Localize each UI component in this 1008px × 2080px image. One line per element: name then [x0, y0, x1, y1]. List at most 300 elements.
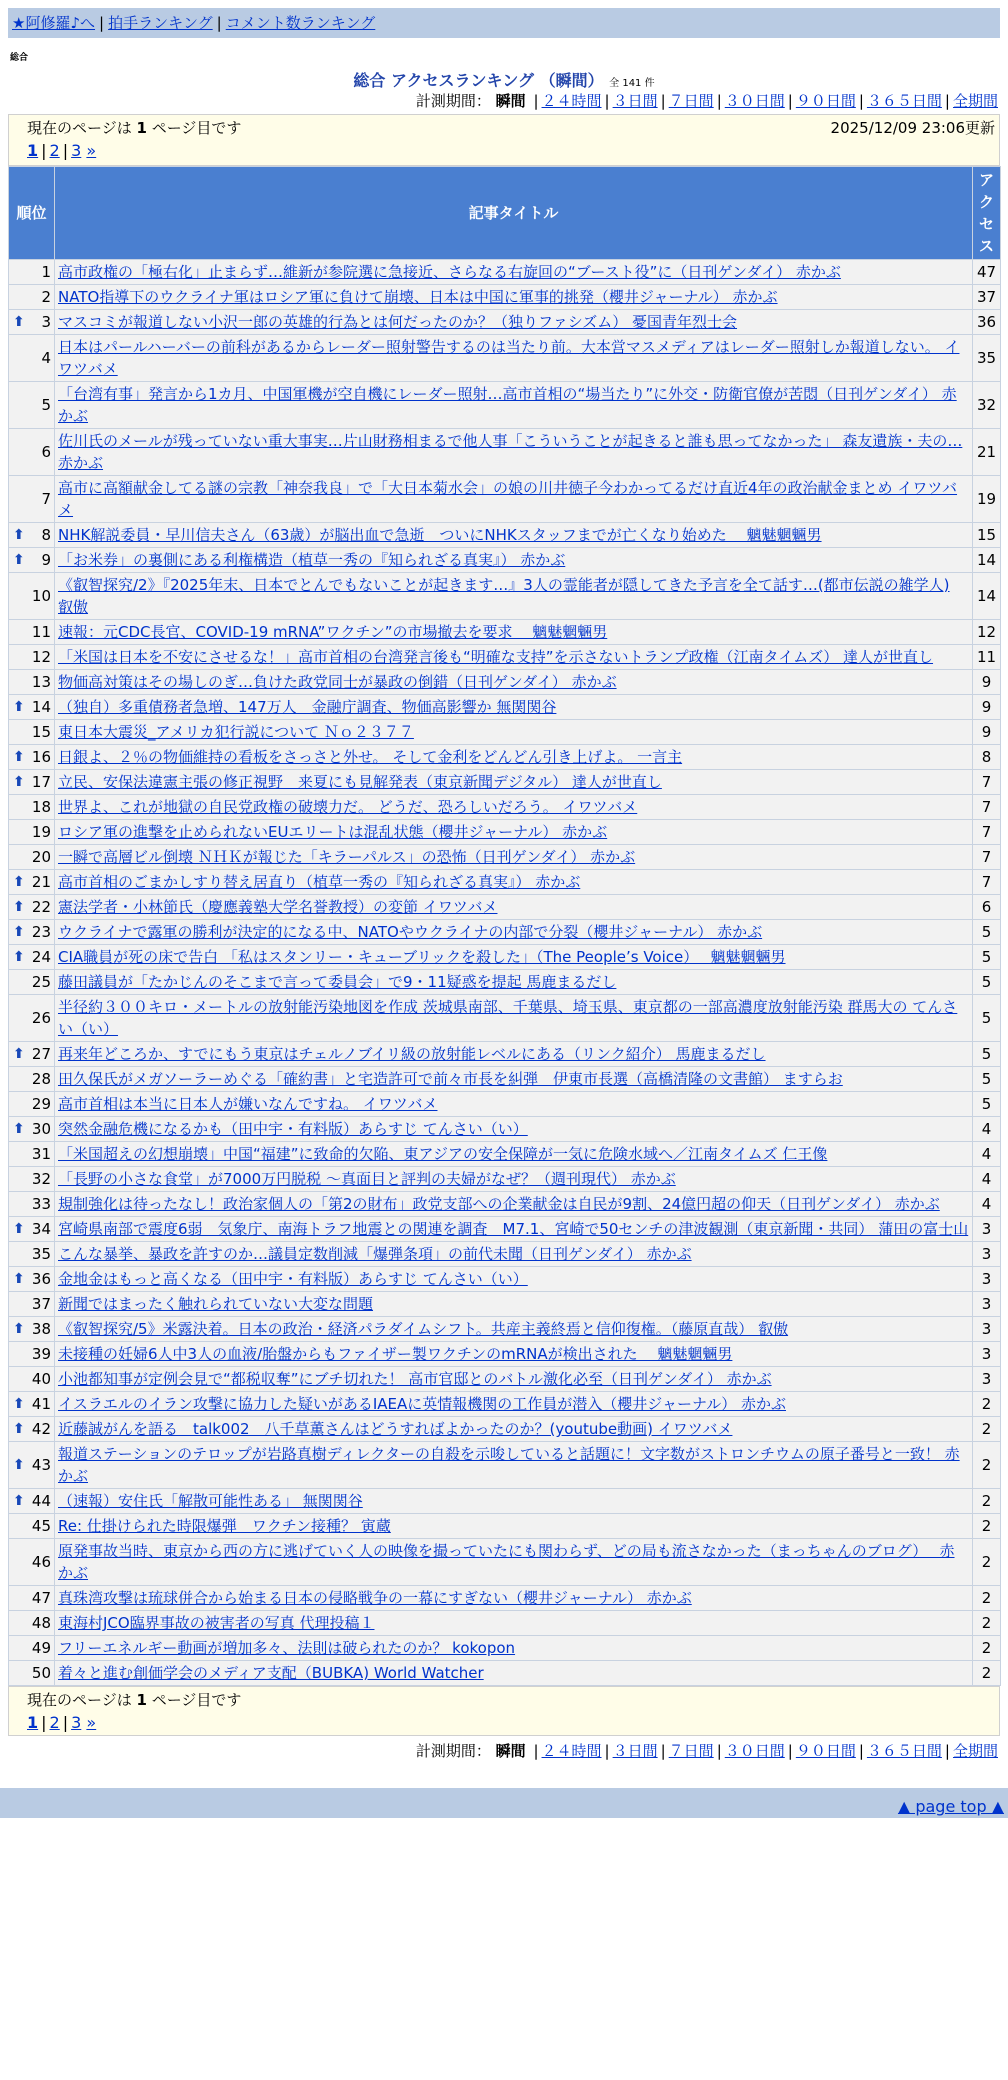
page-separator: |: [41, 141, 47, 160]
table-row: [9, 476, 1001, 523]
article-link[interactable]: 未接種の妊婦6人中3人の血液/胎盤からもファイザー製ワクチンのmRNAが検出された 魑魅魍魎男: [58, 1345, 733, 1363]
title-cell: [55, 1539, 973, 1586]
table-row: [9, 1267, 1001, 1292]
rank-number: 5: [41, 396, 51, 414]
access-count: 7: [973, 845, 1001, 870]
title-cell: [55, 770, 973, 795]
period-link[interactable]: ３日間: [612, 92, 658, 110]
rank-up-arrow-icon: ⬆: [13, 749, 25, 765]
access-count: 5: [973, 995, 1001, 1042]
period-separator: |: [944, 92, 950, 110]
access-count: 9: [973, 670, 1001, 695]
period-separator: |: [858, 1742, 864, 1760]
period-link[interactable]: ７日間: [668, 1742, 714, 1760]
rank-number: 34: [31, 1220, 51, 1238]
period-links: [530, 92, 998, 110]
access-count: 32: [973, 382, 1001, 429]
table-row: [9, 870, 1001, 895]
title-cell: [55, 945, 973, 970]
rank-up-arrow-icon: ⬆: [13, 1221, 25, 1237]
page-info-box-bottom: [8, 1686, 1000, 1736]
access-count: 5: [973, 1042, 1001, 1067]
period-link[interactable]: ３０日間: [724, 1742, 785, 1760]
period-links: [530, 1742, 998, 1760]
rank-cell: [9, 1636, 55, 1661]
rank-number: 11: [31, 623, 51, 641]
period-link[interactable]: ９０日間: [795, 92, 856, 110]
rank-up-arrow-icon: ⬆: [13, 699, 25, 715]
rank-number: 47: [31, 1589, 51, 1607]
rank-number: 29: [31, 1095, 51, 1113]
period-link[interactable]: ３６５日間: [866, 1742, 942, 1760]
title-cell: [55, 1217, 973, 1242]
access-count: 4: [973, 1192, 1001, 1217]
access-count: 2: [973, 1586, 1001, 1611]
access-count: 14: [973, 573, 1001, 620]
table-row: [9, 1142, 1001, 1167]
article-link[interactable]: 「長野の小さな食堂」が7000万円脱税 ～真面目と評判の夫婦がなぜ？（週刊現代） 赤かぶ: [58, 1170, 676, 1188]
article-link[interactable]: 藤田議員が「たかじんのそこまで言って委員会」で9・11疑惑を提起 馬鹿まるだし: [58, 973, 617, 991]
period-separator: |: [716, 1742, 722, 1760]
article-link[interactable]: 規制強化は待ったなし！政治家個人の「第2の財布」政党支部への企業献金は自民が9割、24億円超の仰天（日刊ゲンダイ） 赤かぶ: [58, 1195, 940, 1213]
rank-cell: [9, 945, 55, 970]
rank-cell: [9, 335, 55, 382]
rank-cell: [9, 795, 55, 820]
table-row: [9, 695, 1001, 720]
rank-number: 28: [31, 1070, 51, 1088]
access-count: 7: [973, 770, 1001, 795]
rank-up-arrow-icon: ⬆: [13, 1396, 25, 1412]
page-info-box: [8, 114, 1000, 166]
article-link[interactable]: 高市に高額献金してる謎の宗教「神奈我良」で「大日本菊水会」の娘の川井徳子今わかってるだけ直近4年の政治献金まとめ イワツバメ: [58, 479, 958, 519]
title-cell: [55, 1661, 973, 1686]
rank-cell: [9, 429, 55, 476]
article-link[interactable]: 東海村JCO臨界事故の被害者の写真 代理投稿１: [58, 1614, 375, 1632]
rank-cell: [9, 382, 55, 429]
page-link-2[interactable]: 2: [49, 1713, 60, 1732]
rank-up-arrow-icon: ⬆: [13, 1457, 25, 1473]
current-page-number: 1: [136, 1691, 147, 1709]
access-count: 7: [973, 820, 1001, 845]
pagination: [27, 1711, 995, 1735]
table-row: [9, 945, 1001, 970]
table-row: [9, 895, 1001, 920]
article-link[interactable]: 高市首相のごまかしすり替え居直り（植草一秀の『知られざる真実』） 赤かぶ: [58, 873, 581, 891]
table-row: [9, 1292, 1001, 1317]
rank-number: 49: [31, 1639, 51, 1657]
rank-up-arrow-icon: ⬆: [13, 1271, 25, 1287]
period-link[interactable]: 全期間: [952, 1742, 998, 1760]
article-link[interactable]: 《叡智探究/5》米露決着。日本の政治・経済パラダイムシフト。共産主義終焉と信仰復権。（藤原直哉） 叡傲: [58, 1320, 789, 1338]
footer-bar: [0, 1788, 1008, 1818]
rank-up-arrow-icon: ⬆: [13, 527, 25, 543]
rank-cell: [9, 1242, 55, 1267]
title-cell: [55, 920, 973, 945]
rank-up-arrow-icon: ⬆: [13, 314, 25, 330]
access-count: 2: [973, 1489, 1001, 1514]
title-cell: [55, 1042, 973, 1067]
period-link[interactable]: ３０日間: [724, 92, 785, 110]
period-separator: |: [604, 92, 610, 110]
title-cell: [55, 795, 973, 820]
rank-number: 32: [31, 1170, 51, 1188]
title-cell: [55, 1367, 973, 1392]
table-row: [9, 1489, 1001, 1514]
article-link[interactable]: 真珠湾攻撃は琉球併合から始まる日本の侵略戦争の一幕にすぎない（櫻井ジャーナル） 赤かぶ: [58, 1589, 692, 1607]
period-selector-top: [8, 90, 1000, 112]
title-cell: [55, 1267, 973, 1292]
rank-cell: [9, 573, 55, 620]
article-link[interactable]: フリーエネルギー動画が増加多々、法則は破られたのか？ kokopon: [58, 1639, 516, 1657]
title-cell: [55, 1489, 973, 1514]
article-link[interactable]: 憲法学者・小林節氏（慶應義塾大学名誉教授）の変節 イワツバメ: [58, 898, 498, 916]
table-row: [9, 1192, 1001, 1217]
title-cell: [55, 1242, 973, 1267]
article-link[interactable]: 「台湾有事」発言から1カ月、中国軍機が空自機にレーダー照射…高市首相の“場当たり”に外交・防衛官僚が苦悶（日刊ゲンダイ） 赤かぶ: [58, 385, 957, 425]
title-cell: [55, 1342, 973, 1367]
article-link[interactable]: 東日本大震災_アメリカ犯行説について Ｎｏ２３７７: [58, 723, 414, 741]
access-count: 35: [973, 335, 1001, 382]
table-row: [9, 1042, 1001, 1067]
access-count: 6: [973, 895, 1001, 920]
rank-number: 31: [31, 1145, 51, 1163]
period-link[interactable]: ９０日間: [795, 1742, 856, 1760]
update-timestamp: 2025/12/09 23:06更新: [830, 119, 995, 137]
rank-number: 45: [31, 1517, 51, 1535]
page-separator: |: [41, 1713, 47, 1732]
rank-up-arrow-icon: ⬆: [13, 899, 25, 915]
article-link[interactable]: 速報：元CDC長官、COVID-19 mRNA”ワクチン”の市場撤去を要求 魑魅魍魎男: [58, 623, 608, 641]
access-count: 2: [973, 1417, 1001, 1442]
table-row: [9, 920, 1001, 945]
table-row: [9, 382, 1001, 429]
article-link[interactable]: 突然金融危機になるかも（田中宇・有料版）あらすじ てんさい（い）: [58, 1120, 528, 1138]
rank-cell: [9, 1192, 55, 1217]
rank-cell: [9, 1317, 55, 1342]
article-link[interactable]: 報道ステーションのテロップが岩路真樹ディレクターの自殺を示唆していると話題に！文字数がストロンチウムの原子番号と一致！ 赤かぶ: [58, 1445, 960, 1485]
table-row: [9, 820, 1001, 845]
table-row: [9, 1317, 1001, 1342]
access-count: 5: [973, 970, 1001, 995]
ranking-title: 総合 アクセスランキング （瞬間）: [353, 71, 604, 90]
rank-cell: [9, 1586, 55, 1611]
page-info-suffix: ページ目です: [151, 119, 242, 137]
page-info-suffix: ページ目です: [151, 1691, 242, 1709]
article-link[interactable]: Re: 仕掛けられた時限爆弾 ワクチン接種？ 寅蔵: [58, 1517, 391, 1535]
page-info: [27, 1689, 995, 1711]
rank-cell: [9, 285, 55, 310]
access-count: 3: [973, 1267, 1001, 1292]
article-link[interactable]: 日本はパールハーバーの前科があるからレーダー照射警告するのは当たり前。大本営マスメディアはレーダー照射しか報道しない。 イワツバメ: [58, 338, 960, 378]
rank-cell: [9, 260, 55, 285]
rank-cell: [9, 970, 55, 995]
article-link[interactable]: マスコミが報道しない小沢一郎の英雄的行為とは何だったのか？（独りファシズム） 憂国青年烈士会: [58, 313, 738, 331]
rank-number: 46: [31, 1553, 51, 1571]
article-link[interactable]: CIA職員が死の床で告白 「私はスタンリー・キューブリックを殺した」（The People’s Voice） 魑魅魍魎男: [58, 948, 786, 966]
ranking-table-body: [9, 260, 1001, 1686]
rank-cell: [9, 1661, 55, 1686]
title-cell: [55, 1167, 973, 1192]
table-header-row: [9, 167, 1001, 260]
access-count: 4: [973, 1142, 1001, 1167]
rank-cell: [9, 1489, 55, 1514]
article-link[interactable]: 新聞ではまったく触れられていない大変な問題: [58, 1295, 374, 1313]
rank-cell: [9, 920, 55, 945]
table-row: [9, 429, 1001, 476]
period-separator: |: [716, 92, 722, 110]
article-link[interactable]: 高市政権の「極右化」止まらず…維新が参院選に急接近、さらなる右旋回の“ブースト役”に（日刊ゲンダイ） 赤かぶ: [58, 263, 841, 281]
article-link[interactable]: 《叡智探究/2》『2025年末、日本でとんでもないことが起きます…』3人の霊能者が隠してきた予言を全て話す…(都市伝説の雑学人) 叡傲: [58, 576, 950, 616]
period-separator: |: [944, 1742, 950, 1760]
period-separator: |: [533, 92, 539, 110]
period-link[interactable]: ７日間: [668, 92, 714, 110]
table-row: [9, 770, 1001, 795]
title-cell: [55, 310, 973, 335]
table-row: [9, 645, 1001, 670]
access-count: 2: [973, 1661, 1001, 1686]
article-link[interactable]: 再来年どころか、すでにもう東京はチェルノブイリ級の放射能レベルにある（リンク紹介） 馬鹿まるだし: [58, 1045, 766, 1063]
rank-cell: [9, 1142, 55, 1167]
rank-cell: [9, 1342, 55, 1367]
rank-number: 20: [31, 848, 51, 866]
rank-number: 42: [31, 1420, 51, 1438]
access-count: 4: [973, 1167, 1001, 1192]
title-cell: [55, 620, 973, 645]
rank-number: 44: [31, 1492, 51, 1510]
page-link-1[interactable]: 1: [27, 1713, 39, 1732]
period-separator: |: [660, 1742, 666, 1760]
table-row: [9, 548, 1001, 573]
title-cell: [55, 1611, 973, 1636]
title-cell: [55, 1192, 973, 1217]
period-link[interactable]: 全期間: [952, 92, 998, 110]
access-count: 5: [973, 920, 1001, 945]
table-row: [9, 1217, 1001, 1242]
applause-ranking-link[interactable]: 拍手ランキング: [108, 14, 213, 32]
period-separator: |: [533, 1742, 539, 1760]
rank-number: 7: [41, 490, 51, 508]
period-link[interactable]: ３日間: [612, 1742, 658, 1760]
rank-cell: [9, 670, 55, 695]
article-link[interactable]: （独自）多重債務者急増、147万人 金融庁調査、物価高影響か 無関関谷: [58, 698, 557, 716]
page-title: [8, 68, 1000, 90]
access-count: 2: [973, 1442, 1001, 1489]
access-count: 2: [973, 1636, 1001, 1661]
table-row: [9, 720, 1001, 745]
table-row: [9, 310, 1001, 335]
rank-cell: [9, 895, 55, 920]
page-top-link[interactable]: ▲ page top ▲: [897, 1797, 1004, 1816]
rank-cell: [9, 1292, 55, 1317]
access-count: 14: [973, 548, 1001, 573]
table-row: [9, 1392, 1001, 1417]
access-count: 21: [973, 429, 1001, 476]
article-link[interactable]: 日銀よ、２％の物価維持の看板をさっさと外せ。 そして金利をどんどん引き上げよ。 一言主: [58, 748, 683, 766]
table-row: [9, 1417, 1001, 1442]
rank-cell: [9, 745, 55, 770]
rank-number: 9: [41, 551, 51, 569]
rank-up-arrow-icon: ⬆: [13, 1046, 25, 1062]
rank-number: 22: [31, 898, 51, 916]
rank-cell: [9, 1042, 55, 1067]
rank-cell: [9, 845, 55, 870]
rank-number: 10: [31, 587, 51, 605]
table-row: [9, 845, 1001, 870]
article-link[interactable]: 宮崎県南部で震度6弱 気象庁、南海トラフ地震との関連を調査 M7.1、宮崎で50センチの津波観測（東京新聞・共同） 蒲田の富士山: [58, 1220, 969, 1238]
rank-number: 27: [31, 1045, 51, 1063]
rank-cell: [9, 645, 55, 670]
total-count: 全 141 件: [609, 78, 655, 89]
comment-ranking-link[interactable]: コメント数ランキング: [225, 14, 376, 32]
title-cell: [55, 645, 973, 670]
rank-up-arrow-icon: ⬆: [13, 1121, 25, 1137]
title-cell: [55, 1067, 973, 1092]
article-link[interactable]: NHK解説委員・早川信夫さん（63歳）が脳出血で急逝 ついにNHKスタッフまでが亡くなり始めた 魑魅魍魎男: [58, 526, 822, 544]
table-row: [9, 260, 1001, 285]
rank-cell: [9, 995, 55, 1042]
article-link[interactable]: 田久保氏がメガソーラーめぐる「確約書」と宅造許可で前々市長を糾弾 伊東市長選（高橋清隆の文書館） ますらお: [58, 1070, 843, 1088]
article-link[interactable]: 近藤誠がんを語る talk002 八千草薫さんはどうすればよかったのか？(youtube動画) イワツバメ: [58, 1420, 733, 1438]
title-cell: [55, 695, 973, 720]
rank-up-arrow-icon: ⬆: [13, 1321, 25, 1337]
title-cell: [55, 573, 973, 620]
rank-number: 30: [31, 1120, 51, 1138]
access-count: 7: [973, 870, 1001, 895]
period-link[interactable]: ２４時間: [541, 92, 602, 110]
article-link[interactable]: 原発事故当時、東京から西の方に逃げていく人の映像を撮っていたにも関わらず、どの局も流さなかった（まっちゃんのブログ） 赤かぶ: [58, 1542, 955, 1582]
rank-cell: [9, 1367, 55, 1392]
rank-number: 15: [31, 723, 51, 741]
page-separator: |: [62, 1713, 69, 1732]
article-link[interactable]: 「お米券」の裏側にある利権構造（植草一秀の『知られざる真実』） 赤かぶ: [58, 551, 566, 569]
table-row: [9, 1067, 1001, 1092]
article-link[interactable]: 小池都知事が定例会見で“都税収奪”にブチ切れた！ 高市官邸とのバトル激化必至（日刊ゲンダイ） 赤かぶ: [58, 1370, 772, 1388]
rank-cell: [9, 548, 55, 573]
page-info-prefix: 現在のページは: [27, 119, 132, 137]
rank-cell: [9, 1442, 55, 1489]
table-row: [9, 970, 1001, 995]
article-link[interactable]: ロシア軍の進撃を止められないEUエリートは混乱状態（櫻井ジャーナル） 赤かぶ: [58, 823, 608, 841]
article-link[interactable]: 高市首相は本当に日本人が嫌いなんですね。 イワツバメ: [58, 1095, 438, 1113]
access-count: 2: [973, 1611, 1001, 1636]
title-cell: [55, 548, 973, 573]
table-row: [9, 1342, 1001, 1367]
title-cell: [55, 845, 973, 870]
rank-number: 1: [41, 263, 51, 281]
article-link[interactable]: 世界よ、これが地獄の自民党政権の破壊力だ。 どうだ、恐ろしいだろう。 イワツバメ: [58, 798, 638, 816]
rank-cell: [9, 1117, 55, 1142]
rank-number: 8: [41, 526, 51, 544]
rank-cell: [9, 1514, 55, 1539]
article-link[interactable]: 半径約３００キロ・メートルの放射能汚染地図を作成 茨城県南部、千葉県、埼玉県、東京都の一部高濃度放射能汚染 群馬大の てんさい（い）: [58, 998, 958, 1038]
access-count: 2: [973, 1539, 1001, 1586]
rank-cell: [9, 820, 55, 845]
period-link[interactable]: ３６５日間: [866, 92, 942, 110]
rank-number: 25: [31, 973, 51, 991]
next-page-link[interactable]: »: [86, 141, 97, 160]
table-row: [9, 1117, 1001, 1142]
article-link[interactable]: 「米国超えの幻想崩壊」中国“福建”に致命的欠陥、東アジアの安全保障が一気に危険水域へ／江南タイムズ 仁王像: [58, 1145, 828, 1163]
title-cell: [55, 1636, 973, 1661]
table-row: [9, 523, 1001, 548]
table-row: [9, 1636, 1001, 1661]
access-count: 3: [973, 1292, 1001, 1317]
article-link[interactable]: 立民、安保法違憲主張の修正視野 来夏にも見解発表（東京新聞デジタル） 達人が世直し: [58, 773, 662, 791]
rank-up-arrow-icon: ⬆: [13, 1493, 25, 1509]
title-cell: [55, 523, 973, 548]
rank-up-arrow-icon: ⬆: [13, 924, 25, 940]
rank-number: 18: [31, 798, 51, 816]
article-link[interactable]: NATO指導下のウクライナ軍はロシア軍に負けて崩壊、日本は中国に軍事的挑発（櫻井ジャーナル） 赤かぶ: [58, 288, 778, 306]
page-link-3[interactable]: 3: [71, 1713, 82, 1732]
rank-number: 13: [31, 673, 51, 691]
title-cell: [55, 1292, 973, 1317]
next-page-link[interactable]: »: [86, 1713, 97, 1732]
rank-number: 21: [31, 873, 51, 891]
table-row: [9, 670, 1001, 695]
nav-separator: |: [216, 14, 222, 32]
table-row: [9, 1367, 1001, 1392]
article-link[interactable]: 一瞬で高層ビル倒壊 ＮＨＫが報じた「キラーパルス」の恐怖（日刊ゲンダイ） 赤かぶ: [58, 848, 636, 866]
nav-separator: |: [99, 14, 105, 32]
access-count: 11: [973, 645, 1001, 670]
page-link-1[interactable]: 1: [27, 141, 39, 160]
pagination: [27, 139, 995, 163]
access-count: 12: [973, 620, 1001, 645]
article-link[interactable]: 佐川氏のメールが残っていない重大事実…片山財務相まるで他人事「こういうことが起きると誰も思ってなかった」 森友遺族・夫の… 赤かぶ: [58, 432, 963, 472]
article-link[interactable]: イスラエルのイラン攻撃に協力した疑いがあるIAEAに英情報機関の工作員が潜入（櫻井ジャーナル） 赤かぶ: [58, 1395, 786, 1413]
period-label: 計測期間：: [415, 1742, 491, 1760]
page-link-2[interactable]: 2: [49, 141, 60, 160]
article-link[interactable]: ウクライナで露軍の勝利が決定的になる中、NATOやウクライナの内部で分裂（櫻井ジャーナル） 赤かぶ: [58, 923, 763, 941]
rank-cell: [9, 695, 55, 720]
period-link[interactable]: ２４時間: [541, 1742, 602, 1760]
article-link[interactable]: 物価高対策はその場しのぎ…負けた政党同士が暴政の倒錯（日刊ゲンダイ） 赤かぶ: [58, 673, 617, 691]
period-separator: |: [660, 92, 666, 110]
article-link[interactable]: 着々と進む創価学会のメディア支配（BUBKA) World Watcher: [58, 1664, 484, 1682]
title-cell: [55, 745, 973, 770]
access-count: 7: [973, 795, 1001, 820]
rank-number: 4: [41, 349, 51, 367]
article-link[interactable]: 金地金はもっと高くなる（田中宇・有料版）あらすじ てんさい（い）: [58, 1270, 528, 1288]
title-cell: [55, 1417, 973, 1442]
rank-number: 26: [31, 1009, 51, 1027]
rank-number: 19: [31, 823, 51, 841]
title-cell: [55, 382, 973, 429]
table-row: [9, 285, 1001, 310]
rank-cell: [9, 1392, 55, 1417]
table-row: [9, 1611, 1001, 1636]
article-link[interactable]: こんな暴挙、暴政を許すのか…議員定数削減「爆弾条項」の前代未聞（日刊ゲンダイ） 赤かぶ: [58, 1245, 692, 1263]
rank-number: 48: [31, 1614, 51, 1632]
access-count: 19: [973, 476, 1001, 523]
home-link[interactable]: ★阿修羅♪へ: [12, 14, 96, 32]
rank-cell: [9, 476, 55, 523]
title-cell: [55, 870, 973, 895]
access-count: 3: [973, 1317, 1001, 1342]
title-cell: [55, 1442, 973, 1489]
article-link[interactable]: （速報）安住氏「解散可能性ある」 無関関谷: [58, 1492, 363, 1510]
rank-number: 24: [31, 948, 51, 966]
rank-number: 12: [31, 648, 51, 666]
rank-number: 36: [31, 1270, 51, 1288]
page-link-3[interactable]: 3: [71, 141, 82, 160]
article-link[interactable]: 「米国は日本を不安にさせるな！」高市首相の台湾発言後も“明確な支持”を示さないトランプ政権（江南タイムズ） 達人が世直し: [58, 648, 934, 666]
period-separator: |: [858, 92, 864, 110]
title-cell: [55, 820, 973, 845]
rank-cell: [9, 1092, 55, 1117]
rank-number: 37: [31, 1295, 51, 1313]
